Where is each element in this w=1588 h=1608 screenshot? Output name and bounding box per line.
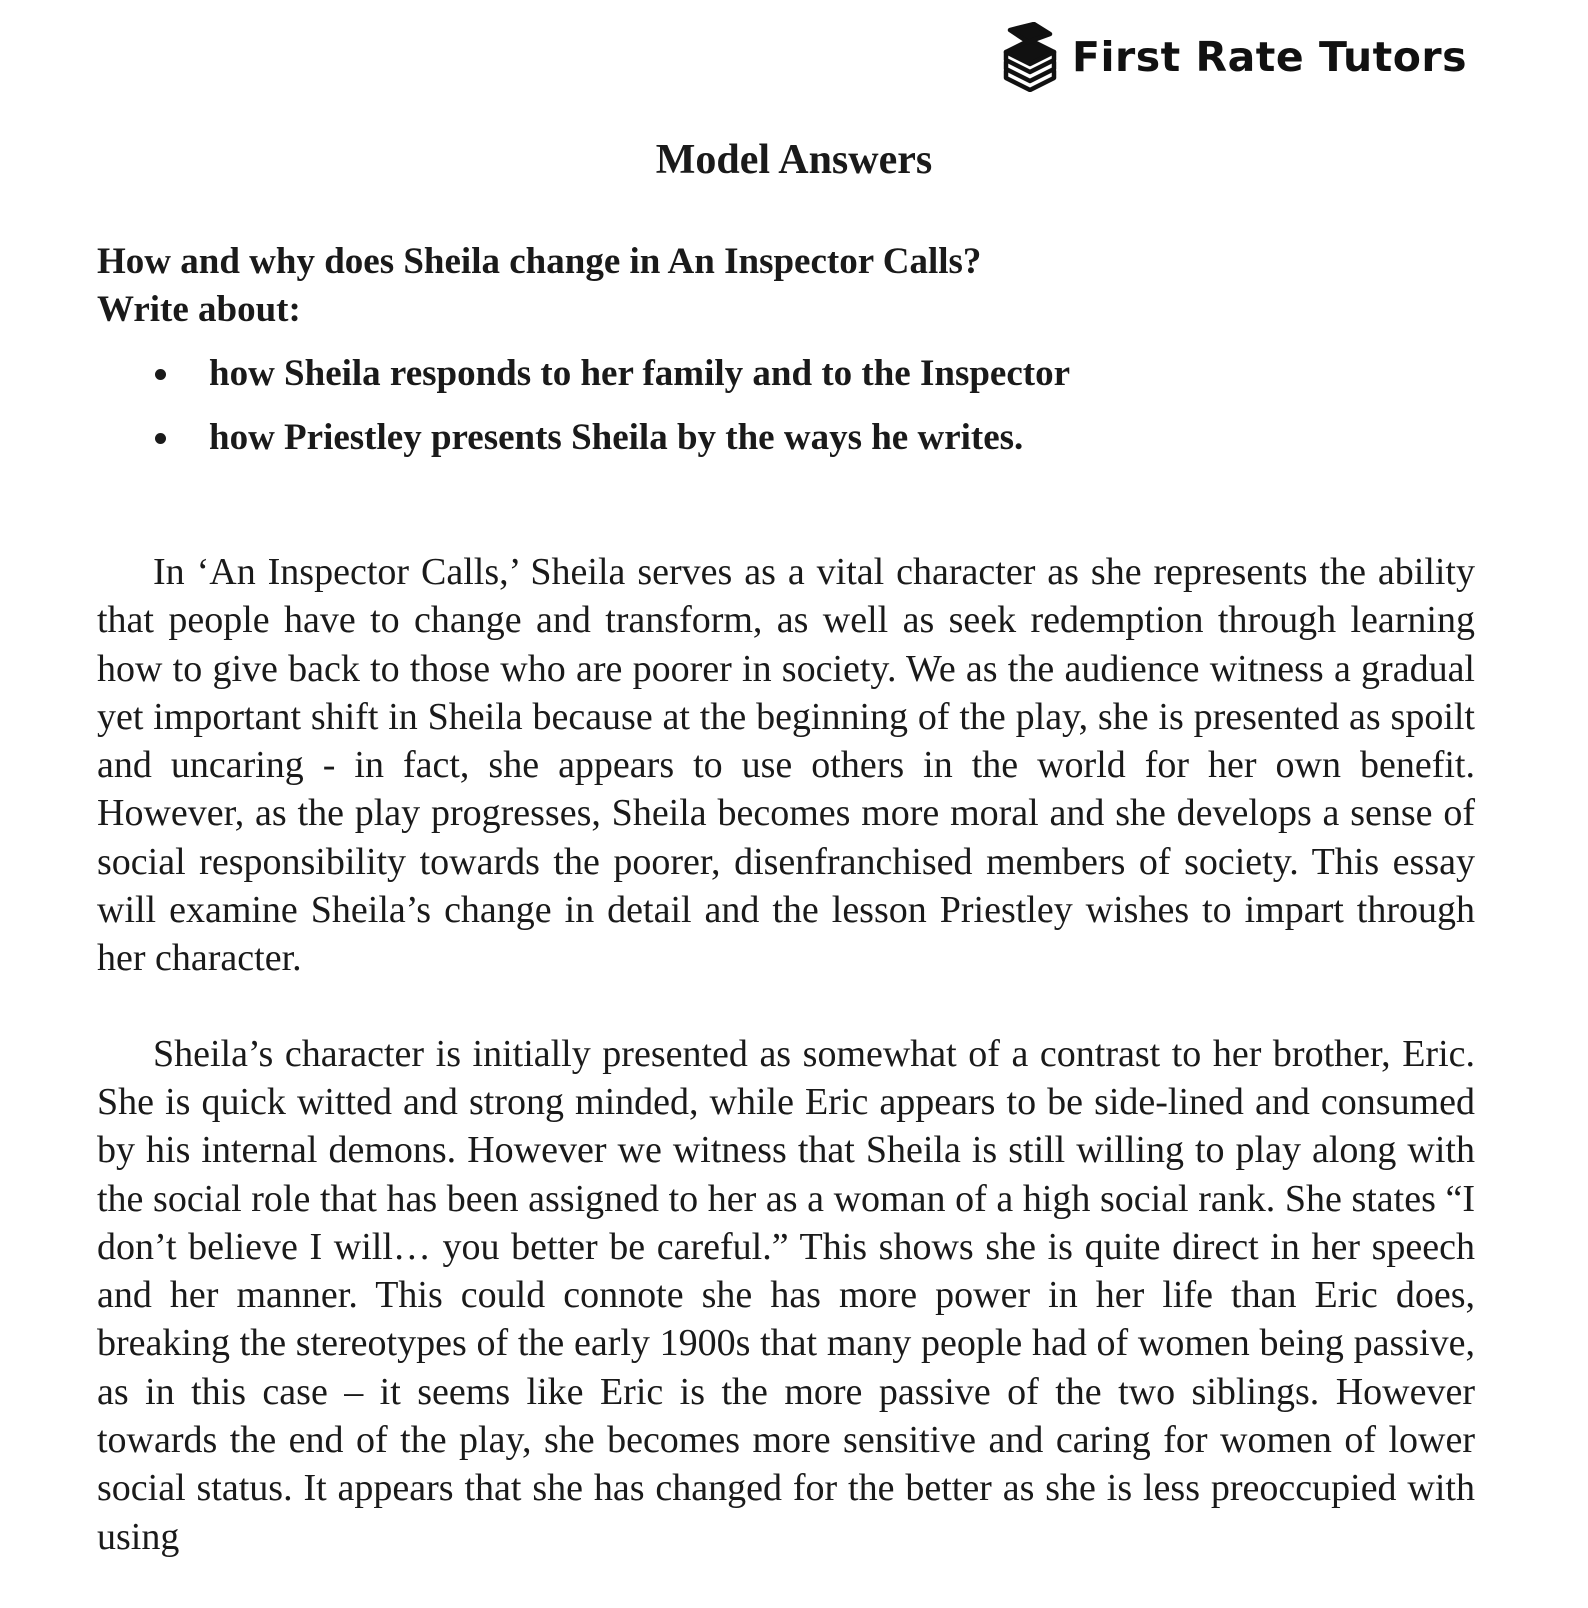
bullet-icon (155, 433, 166, 444)
bullet-icon (155, 369, 166, 380)
brand-name: First Rate Tutors (1072, 33, 1468, 81)
question-prompt: How and why does Sheila change in An Inspector Calls? (97, 241, 982, 282)
bullet-text: how Priestley presents Sheila by the ways he writes. (209, 417, 1024, 458)
brand-logo (1000, 22, 1467, 92)
essay-body (97, 548, 1475, 1608)
stacked-books-icon (1000, 22, 1060, 92)
question-bullets (97, 342, 1517, 470)
question-instruction: Write about: (97, 289, 301, 330)
bullet-item (97, 342, 1517, 406)
essay-paragraph: Sheila’s character is initially presented as somewhat of a contrast to her brother, Eric. She is quick witted and strong minded, while Eric appears to be side-lined and consumed by his internal demons. However we witness that Sheila is still willing to play along with the social role that has been assigned to her as a woman of a high social rank. She states “I don’t believe I will… you better be careful.” This shows she is quite direct in her speech and her manner. This could connote she has more power in her life than Eric does, breaking the stereotypes of the early 1900s that many people had of women being passive, as in this case – it seems like Eric is the more passive of the two siblings. However towards the end of the play, she becomes more sensitive and caring for women of lower social status. It appears that she has changed for the better as she is less preoccupied with using (97, 1032, 1475, 1558)
page-title: Model Answers (655, 137, 933, 183)
bullet-text: how Sheila responds to her family and to the Inspector (209, 353, 1071, 394)
bullet-item (97, 406, 1517, 470)
question-block (97, 238, 1517, 470)
essay-paragraph: In ‘An Inspector Calls,’ Sheila serves as a vital character as she represents the ability that people have to change and transform, as well as seek redemption through learning how to give back to those who are poorer in society. We as the audience witness a gradual yet important shift in Sheila because at the beginning of the play, she is presented as spoilt and uncaring - in fact, she appears to use others in the world for her own benefit. However, as the play progresses, Sheila becomes more moral and she develops a sense of social responsibility towards the poorer, disenfranchised members of society. This essay will examine Sheila’s change in detail and the lesson Priestley wishes to impart through her character. (97, 551, 1475, 980)
